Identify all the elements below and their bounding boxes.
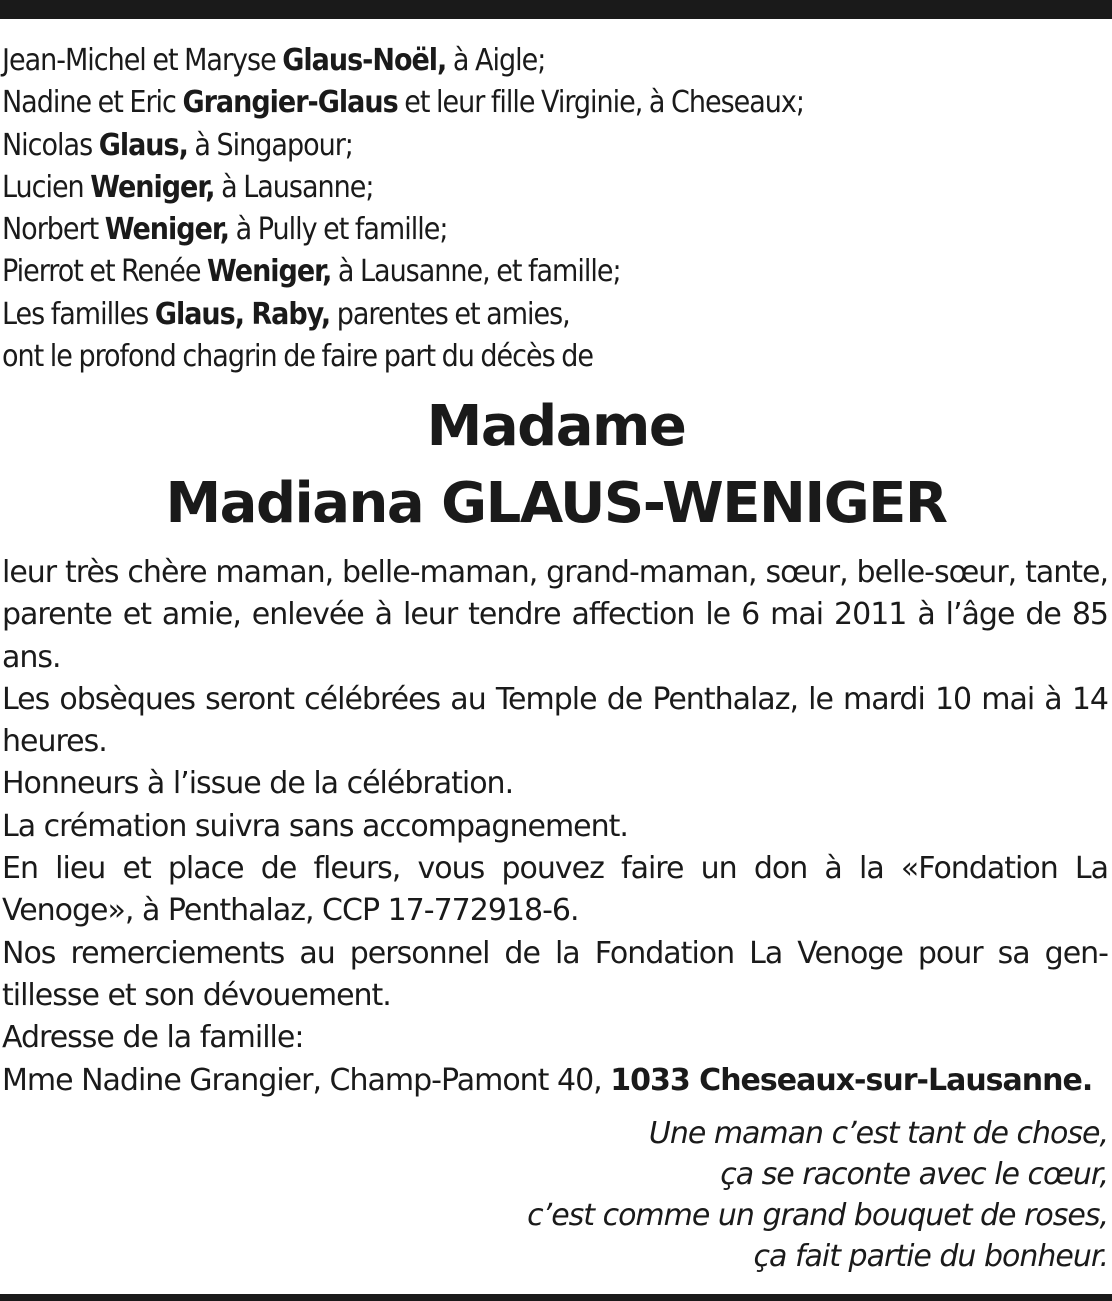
family-line [2, 167, 1108, 209]
family-text: à Pully et famille; [229, 212, 448, 248]
family-line [2, 125, 1108, 167]
deceased-title [0, 388, 1112, 542]
family-surname: Glaus-Noël, [282, 43, 447, 78]
family-text: Norbert [2, 212, 105, 248]
cremation-paragraph: La crémation suivra sans accompagnement. [2, 808, 628, 844]
family-line [2, 82, 1108, 124]
poem-line: ça se raconte avec le cœur, [720, 1157, 1108, 1192]
address-city: 1033 Cheseaux-sur-Lausanne. [610, 1062, 1093, 1098]
family-surname: Weniger, [90, 169, 215, 205]
family-text: Pierrot et Renée [2, 254, 208, 290]
notice-body [2, 552, 1108, 1102]
poem-line: Une maman c’est tant de chose, [648, 1116, 1108, 1151]
family-text: et leur fille Virginie, à Cheseaux; [397, 85, 804, 121]
address-label: Adresse de la famille: [2, 1020, 304, 1056]
deceased-name: Madiana GLAUS-WENIGER [165, 471, 947, 536]
donation-paragraph: En lieu et place de fleurs, vous pouvez faire un don à la «Fondation La Venoge», à Penthalaz, CCP 17-772918-6. [2, 851, 1108, 929]
family-text: à Lausanne, et famille; [331, 254, 621, 290]
family-line [2, 336, 1108, 378]
family-surname: Glaus, Raby, [154, 296, 331, 332]
family-line [2, 251, 1108, 293]
family-surname: Grangier-Glaus [182, 85, 398, 121]
family-announcement [2, 40, 1108, 378]
tribute-paragraph: leur très chère maman, belle-maman, grand-maman, sœur, belle-sœur, tante, parente et amie, enlevée à leur tendre affection le 6 mai 2011 à l’âge de 85 ans. [2, 555, 1108, 675]
family-text: Lucien [2, 169, 91, 205]
top-rule [0, 0, 1112, 19]
family-text: à Aigle; [446, 43, 546, 78]
poem-line: c’est comme un grand bouquet de roses, [527, 1198, 1108, 1233]
family-surname: Glaus, [98, 127, 188, 163]
honours-paragraph: Honneurs à l’issue de la célébration. [2, 766, 514, 802]
poem [208, 1113, 1108, 1277]
thanks-paragraph: Nos remerciements au personnel de la Fondation La Venoge pour sa gen-tillesse et son dévouement. [2, 935, 1108, 1013]
family-text: Jean-Michel et Maryse [2, 43, 283, 78]
family-text: à Lausanne; [214, 169, 374, 205]
address-street: Mme Nadine Grangier, Champ-Pamont 40, [2, 1062, 611, 1098]
family-text: Nadine et Eric [2, 85, 183, 121]
family-text: à Singapour; [187, 127, 353, 163]
family-surname: Weniger, [207, 254, 332, 290]
family-text: Les familles [2, 296, 155, 332]
family-line [2, 40, 1108, 82]
family-text: ont le profond chagrin de faire part du décès de [2, 339, 594, 375]
family-line [2, 209, 1108, 251]
funeral-paragraph: Les obsèques seront célébrées au Temple de Penthalaz, le mardi 10 mai à 14 heures. [2, 681, 1108, 760]
bottom-rule [0, 1294, 1112, 1301]
poem-line: ça fait partie du bonheur. [753, 1239, 1108, 1274]
honorific: Madame [426, 394, 686, 459]
address-line [2, 1060, 1108, 1102]
family-surname: Weniger, [104, 212, 230, 248]
family-text: parentes et amies, [330, 296, 570, 332]
family-line [2, 294, 1108, 336]
family-text: Nicolas [2, 127, 99, 163]
